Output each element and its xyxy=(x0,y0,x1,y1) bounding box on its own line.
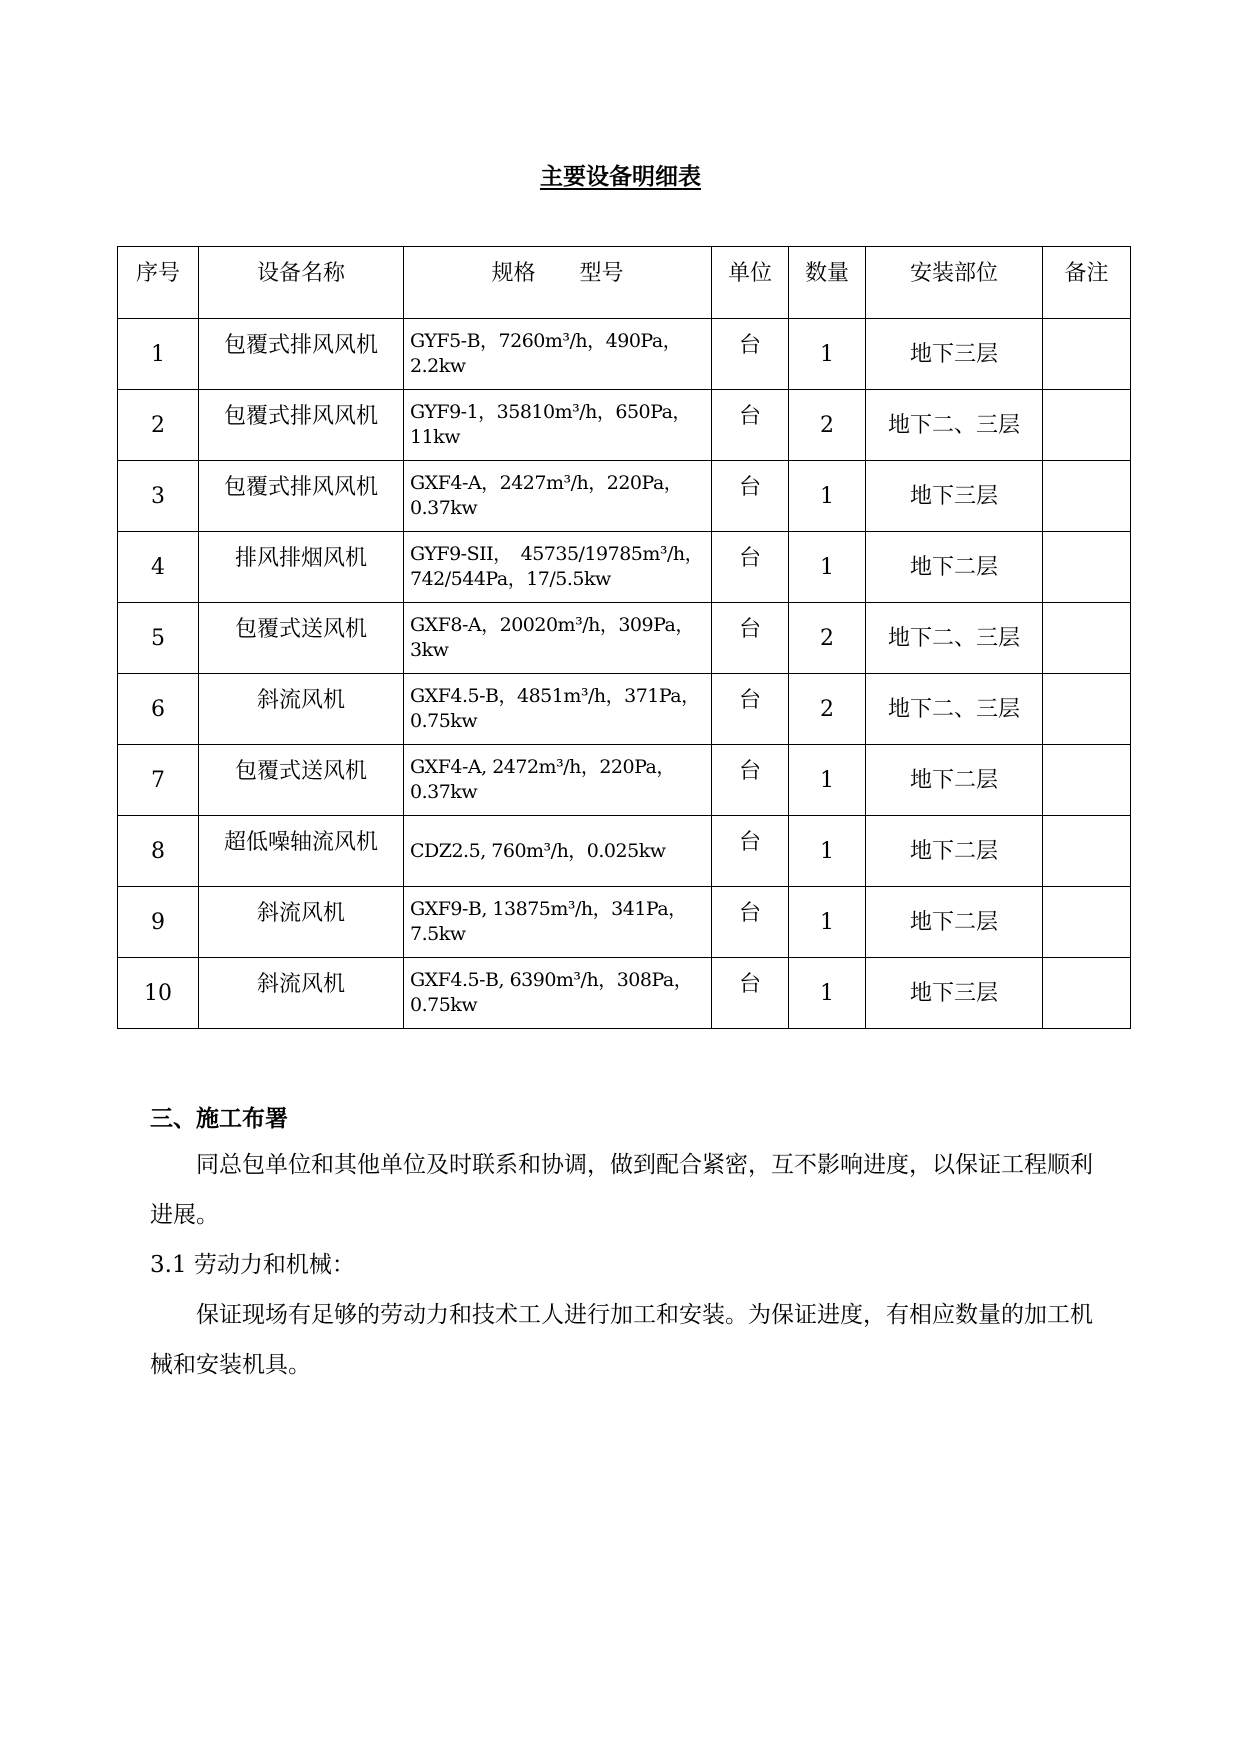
cell-unit: 台 xyxy=(712,816,789,887)
cell-location: 地下三层 xyxy=(866,319,1043,390)
header-unit: 单位 xyxy=(712,247,789,319)
cell-spec: GXF4.5-B, 6390m³/h，308Pa，0.75kw xyxy=(404,958,712,1029)
cell-location: 地下二层 xyxy=(866,887,1043,958)
cell-note xyxy=(1043,532,1131,603)
paragraph-1-text: 同总包单位和其他单位及时联系和协调，做到配合紧密，互不影响进度，以保证工程顺利进展。 xyxy=(150,1152,1093,1228)
cell-unit: 台 xyxy=(712,461,789,532)
table-row xyxy=(118,887,1131,958)
cell-note xyxy=(1043,958,1131,1029)
cell-name: 排风排烟风机 xyxy=(199,532,404,603)
cell-note xyxy=(1043,319,1131,390)
cell-location: 地下三层 xyxy=(866,461,1043,532)
cell-name: 包覆式排风风机 xyxy=(199,319,404,390)
cell-name: 斜流风机 xyxy=(199,674,404,745)
equipment-table xyxy=(117,246,1131,1029)
cell-name: 包覆式排风风机 xyxy=(199,461,404,532)
cell-name: 包覆式送风机 xyxy=(199,603,404,674)
cell-qty: 2 xyxy=(789,390,866,461)
cell-qty: 1 xyxy=(789,532,866,603)
cell-spec: GYF5-B，7260m³/h，490Pa，2.2kw xyxy=(404,319,712,390)
paragraph-2 xyxy=(150,1290,1100,1390)
cell-note xyxy=(1043,461,1131,532)
cell-no: 6 xyxy=(118,674,199,745)
table-row xyxy=(118,603,1131,674)
cell-no: 4 xyxy=(118,532,199,603)
cell-no: 1 xyxy=(118,319,199,390)
table-header-row xyxy=(118,247,1131,319)
cell-name: 超低噪轴流风机 xyxy=(199,816,404,887)
cell-note xyxy=(1043,674,1131,745)
cell-no: 5 xyxy=(118,603,199,674)
cell-qty: 2 xyxy=(789,603,866,674)
cell-name: 包覆式排风风机 xyxy=(199,390,404,461)
cell-qty: 2 xyxy=(789,674,866,745)
cell-no: 9 xyxy=(118,887,199,958)
table-row xyxy=(118,958,1131,1029)
cell-no: 3 xyxy=(118,461,199,532)
cell-note xyxy=(1043,887,1131,958)
section-heading: 三、施工布署 xyxy=(150,1105,288,1132)
cell-no: 2 xyxy=(118,390,199,461)
cell-name: 斜流风机 xyxy=(199,958,404,1029)
cell-unit: 台 xyxy=(712,887,789,958)
cell-location: 地下二层 xyxy=(866,816,1043,887)
cell-note xyxy=(1043,390,1131,461)
cell-location: 地下二层 xyxy=(866,745,1043,816)
cell-unit: 台 xyxy=(712,532,789,603)
cell-note xyxy=(1043,603,1131,674)
cell-location: 地下二、三层 xyxy=(866,390,1043,461)
cell-unit: 台 xyxy=(712,319,789,390)
table-row xyxy=(118,674,1131,745)
cell-qty: 1 xyxy=(789,958,866,1029)
cell-unit: 台 xyxy=(712,390,789,461)
cell-spec: GXF8-A，20020m³/h，309Pa，3kw xyxy=(404,603,712,674)
cell-spec: GXF4.5-B，4851m³/h，371Pa，0.75kw xyxy=(404,674,712,745)
header-qty: 数量 xyxy=(789,247,866,319)
table-row xyxy=(118,816,1131,887)
cell-spec: GXF9-B, 13875m³/h，341Pa，7.5kw xyxy=(404,887,712,958)
cell-spec: GYF9-1，35810m³/h，650Pa，11kw xyxy=(404,390,712,461)
table-row xyxy=(118,319,1131,390)
cell-note xyxy=(1043,816,1131,887)
cell-qty: 1 xyxy=(789,461,866,532)
table-row xyxy=(118,390,1131,461)
cell-no: 8 xyxy=(118,816,199,887)
table-row xyxy=(118,461,1131,532)
cell-qty: 1 xyxy=(789,319,866,390)
cell-location: 地下三层 xyxy=(866,958,1043,1029)
cell-no: 10 xyxy=(118,958,199,1029)
header-note: 备注 xyxy=(1043,247,1131,319)
cell-name: 斜流风机 xyxy=(199,887,404,958)
paragraph-1 xyxy=(150,1140,1100,1240)
header-name: 设备名称 xyxy=(199,247,404,319)
cell-location: 地下二、三层 xyxy=(866,603,1043,674)
cell-unit: 台 xyxy=(712,958,789,1029)
cell-note xyxy=(1043,745,1131,816)
header-location: 安装部位 xyxy=(866,247,1043,319)
cell-name: 包覆式送风机 xyxy=(199,745,404,816)
cell-unit: 台 xyxy=(712,674,789,745)
header-no: 序号 xyxy=(118,247,199,319)
cell-spec: GXF4-A，2427m³/h，220Pa，0.37kw xyxy=(404,461,712,532)
paragraph-2-text: 保证现场有足够的劳动力和技术工人进行加工和安装。为保证进度，有相应数量的加工机械和安装机具。 xyxy=(150,1302,1093,1378)
cell-spec: GXF4-A, 2472m³/h，220Pa，0.37kw xyxy=(404,745,712,816)
cell-location: 地下二层 xyxy=(866,532,1043,603)
cell-unit: 台 xyxy=(712,603,789,674)
cell-location: 地下二、三层 xyxy=(866,674,1043,745)
cell-qty: 1 xyxy=(789,816,866,887)
cell-unit: 台 xyxy=(712,745,789,816)
cell-qty: 1 xyxy=(789,887,866,958)
cell-qty: 1 xyxy=(789,745,866,816)
subheading: 3.1 劳动力和机械： xyxy=(150,1252,355,1278)
cell-no: 7 xyxy=(118,745,199,816)
table-row xyxy=(118,532,1131,603)
table-row xyxy=(118,745,1131,816)
cell-spec: CDZ2.5, 760m³/h，0.025kw xyxy=(404,816,712,887)
cell-spec: GYF9-SII， 45735/19785m³/h，742/544Pa，17/5.5kw xyxy=(404,532,712,603)
page-title: 主要设备明细表 xyxy=(540,163,701,190)
header-spec: 规格 型号 xyxy=(404,247,712,319)
